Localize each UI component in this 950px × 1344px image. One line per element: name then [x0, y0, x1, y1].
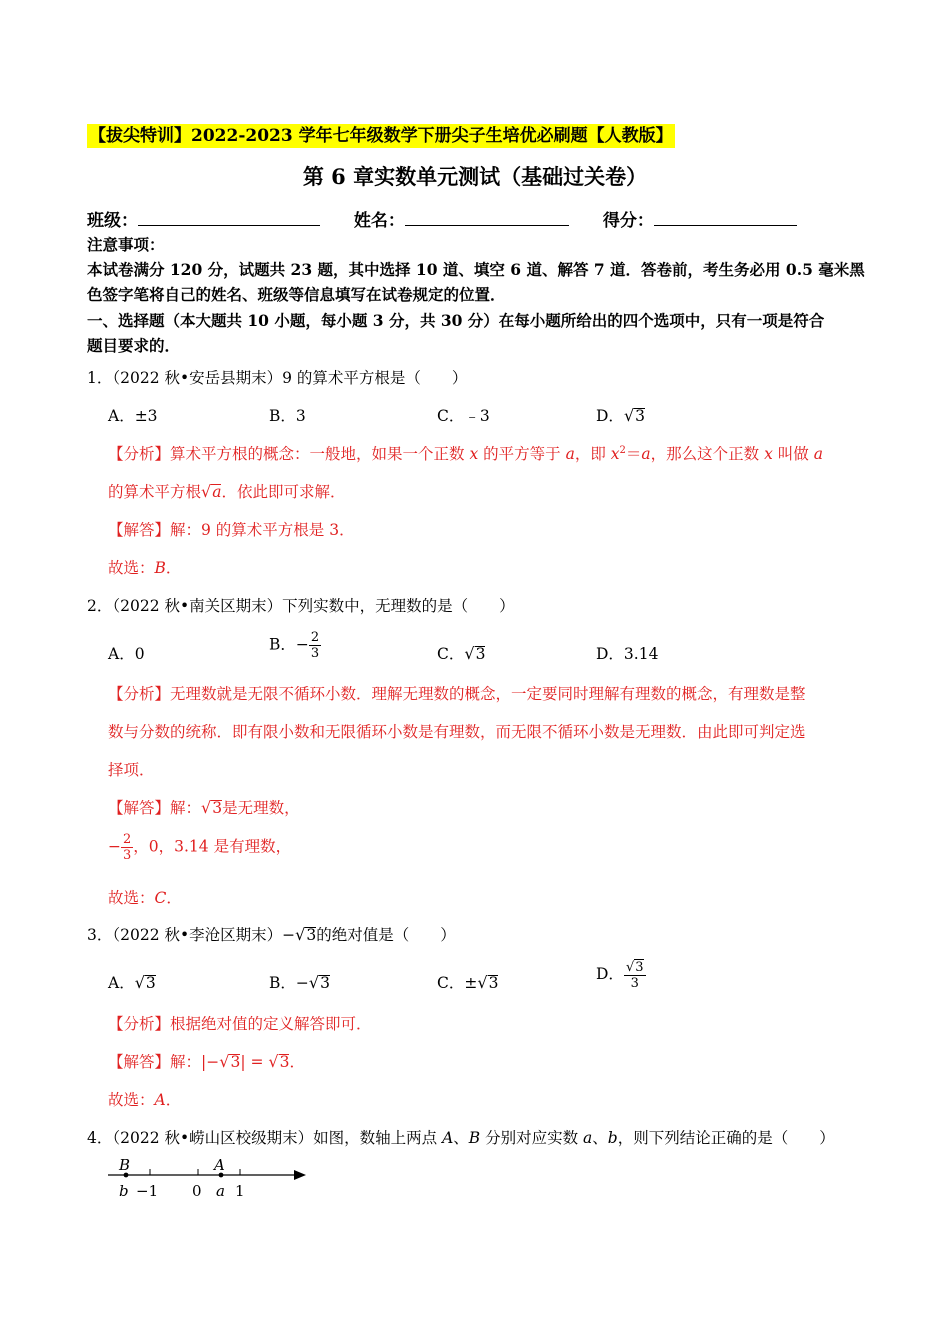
q1-analysis-line-1 [108, 442, 823, 464]
q1-analysis-tag: 【分析】 [108, 445, 171, 463]
sqrt-icon: √ [134, 973, 145, 992]
point-b-label: B [119, 1156, 131, 1174]
notice-line-1: 本试卷满分 120 分，试题共 23 题，其中选择 10 道、填空 6 道、解答 7 道．答卷前，考生务必用 0.5 毫米黑 [87, 260, 865, 279]
notice-line-2: 色签字笔将自己的姓名、班级等信息填写在试卷规定的位置． [87, 285, 506, 304]
choice-label: 故选： [108, 559, 155, 577]
name-field[interactable] [405, 211, 569, 226]
q3-answer-tag: 【解答】 [108, 1053, 171, 1071]
name-label: 姓名： [353, 211, 405, 231]
q2-analysis-tag: 【分析】 [108, 685, 171, 703]
var-a: a [813, 445, 823, 463]
minus-sign: − [295, 974, 309, 992]
denominator: 3 [123, 848, 132, 863]
radicand: 3 [320, 974, 330, 992]
fraction [309, 630, 321, 661]
q3-choice [108, 1088, 181, 1110]
fraction [624, 959, 646, 991]
sqrt-icon: √ [625, 960, 635, 975]
sqrt-icon: √ [201, 482, 212, 501]
question-4-stem [87, 1126, 835, 1148]
q3-option-b [269, 971, 330, 993]
q1-analysis-text: ．依此即可求解． [221, 483, 346, 501]
q2-option-b [269, 630, 321, 661]
q4-stem-text: ，则下列结论正确的是（ ） [617, 1129, 835, 1147]
choice-label: 故选： [108, 1091, 155, 1109]
sqrt-icon: √ [477, 973, 488, 992]
radicand: 3 [306, 926, 317, 944]
q3-option-a [108, 971, 156, 993]
plus-minus-sign: ± [464, 974, 478, 992]
class-label: 班级： [87, 211, 138, 231]
q3-stem-text: 的绝对值是（ ） [316, 926, 456, 944]
choice-letter: B [154, 559, 166, 577]
var-a: a [212, 483, 222, 501]
choice-letter: C [154, 889, 167, 907]
point-b-name: B [468, 1129, 481, 1147]
radicand: 3 [230, 1053, 241, 1071]
q1-option-c: C．﹣3 [437, 407, 490, 425]
radicand: 3 [145, 974, 156, 992]
question-1-stem: 1．（2022 秋•安岳县期末）9 的算术平方根是（ ） [87, 369, 468, 387]
page-title: 第 6 章实数单元测试（基础过关卷） [302, 164, 648, 189]
q2-option-c-label: C． [437, 645, 465, 663]
q1-option-b: B．3 [269, 407, 306, 425]
equals: ＝ [625, 445, 642, 463]
radicand: 3 [212, 799, 223, 817]
minus-sign: − [295, 635, 309, 654]
q1-answer-tag: 【解答】 [108, 521, 171, 539]
q1-option-a: A．±3 [108, 407, 158, 425]
sqrt-icon: √ [201, 798, 212, 817]
q3-answer-text: | = [240, 1053, 269, 1071]
q1-analysis-text: 叫做 [772, 445, 814, 463]
score-field[interactable] [654, 211, 797, 226]
radicand: 3 [279, 1053, 290, 1071]
choice-end: ． [165, 1091, 182, 1109]
separator: 、 [592, 1129, 608, 1147]
sqrt-icon: √ [464, 644, 475, 663]
label-0: 0 [192, 1182, 202, 1200]
var-x: x [610, 445, 620, 463]
denominator: 3 [630, 976, 639, 991]
q2-answer [108, 796, 300, 818]
q2-option-d: D．3.14 [596, 645, 659, 663]
q3-answer-text: 解：|− [170, 1053, 220, 1071]
q3-answer-text: ． [289, 1053, 305, 1071]
radicand: 3 [635, 960, 644, 975]
q3-stem-text: 3．（2022 秋•李沧区期末） [87, 926, 283, 944]
q1-option-d-label: D． [596, 407, 624, 425]
number-line-figure [100, 1150, 320, 1206]
q1-choice [108, 556, 181, 578]
q1-analysis-text: ，即 [574, 445, 611, 463]
q3-analysis-text: 根据绝对值的定义解答即可． [170, 1015, 372, 1033]
label-minus-1: −1 [136, 1182, 159, 1200]
student-info-fields [87, 206, 797, 231]
question-2-stem: 2．（2022 秋•南关区期末）下列实数中，无理数的是（ ） [87, 597, 515, 615]
sqrt-icon: √ [308, 973, 320, 992]
q3-option-a-label: A． [108, 974, 135, 992]
banner-text: 【拔尖特训】2022-2023 学年七年级数学下册尖子生培优必刷题【人教版】 [89, 126, 673, 146]
q3-option-b-label: B． [269, 974, 296, 992]
q1-analysis-text: 的算术平方根 [108, 483, 202, 501]
sqrt-icon: √ [219, 1052, 230, 1071]
q3-option-d [596, 959, 646, 991]
score-label: 得分： [602, 211, 654, 231]
point-a-label: A [214, 1156, 225, 1174]
sqrt-icon: √ [295, 925, 306, 944]
q4-stem-text: 4．（2022 秋•崂山区校级期末）如图，数轴上两点 [87, 1129, 443, 1147]
q3-option-d-label: D． [596, 965, 624, 983]
radicand: 3 [475, 645, 486, 663]
q3-option-c [437, 971, 498, 993]
q2-answer-text: 是无理数， [222, 799, 300, 817]
var-x: x [764, 445, 773, 463]
sqrt-icon: √ [623, 406, 635, 425]
q2-analysis-line-1 [108, 682, 806, 704]
choice-end: ． [165, 559, 182, 577]
label-1: 1 [235, 1182, 245, 1200]
arrow-right-icon [294, 1170, 306, 1180]
var-a: a [583, 1129, 593, 1147]
q2-answer-tag: 【解答】 [108, 799, 171, 817]
label-b: b [119, 1182, 129, 1200]
q1-analysis-text: ，那么这个正数 [650, 445, 765, 463]
section-line-2: 题目要求的． [87, 336, 181, 355]
class-field[interactable] [138, 211, 320, 226]
q1-option-d [596, 404, 645, 426]
var-a: a [641, 445, 651, 463]
q1-answer [108, 518, 355, 540]
choice-letter: A [154, 1091, 166, 1109]
notice-heading: 注意事项： [87, 235, 165, 254]
var-b: b [607, 1129, 618, 1147]
q2-choice [108, 886, 182, 908]
q2-answer-text: ，0，3.14 是有理数， [133, 837, 292, 856]
q2-answer-text: 解： [170, 799, 202, 817]
q2-option-a: A．0 [108, 645, 145, 663]
numerator [624, 959, 646, 976]
q2-analysis-text: 无理数就是无限不循环小数．理解无理数的概念，一定要同时理解有理数的概念，有理数是整 [170, 685, 806, 703]
q1-answer-text: 解：9 的算术平方根是 3． [170, 521, 355, 539]
q1-option-d-radicand: 3 [635, 407, 646, 425]
radicand: 3 [488, 974, 499, 992]
exponent: 2 [619, 444, 626, 456]
numerator: 2 [310, 630, 320, 645]
q1-analysis-text: 算术平方根的概念：一般地，如果一个正数 [170, 445, 470, 463]
fraction [121, 832, 133, 863]
q3-analysis-tag: 【分析】 [108, 1015, 171, 1033]
q3-analysis [108, 1012, 372, 1034]
q4-stem-text: 分别对应实数 [480, 1129, 584, 1147]
var-x: x [469, 445, 479, 463]
var-a: a [565, 445, 575, 463]
q3-option-c-label: C． [437, 974, 465, 992]
choice-end: ． [166, 889, 182, 907]
separator: 、 [453, 1129, 469, 1147]
q2-option-c [437, 642, 485, 664]
q2-option-b-label: B． [269, 635, 296, 654]
q1-analysis-line-2 [108, 480, 345, 502]
choice-label: 故选： [108, 889, 155, 907]
sqrt-icon: √ [268, 1052, 279, 1071]
q2-analysis-line-2: 数与分数的统称．即有限小数和无限循环小数是有理数，而无限不循环小数是无理数．由此即可判定选 [108, 723, 806, 741]
numerator: 2 [123, 832, 132, 847]
point-a-name: A [442, 1129, 454, 1147]
question-3-stem [87, 923, 456, 945]
banner [87, 121, 675, 146]
minus-sign: − [108, 837, 121, 856]
section-line-1: 一、选择题（本大题共 10 小题，每小题 3 分，共 30 分）在每小题所给出的四个选项中，只有一项是符合 [87, 311, 825, 330]
q1-analysis-text: 的平方等于 [478, 445, 566, 463]
q3-answer [108, 1050, 305, 1072]
minus-sign: − [282, 926, 296, 944]
q2-answer-line-2 [108, 832, 291, 863]
q2-analysis-line-3: 择项． [108, 761, 155, 779]
label-a: a [216, 1182, 225, 1200]
denominator: 3 [310, 646, 320, 661]
